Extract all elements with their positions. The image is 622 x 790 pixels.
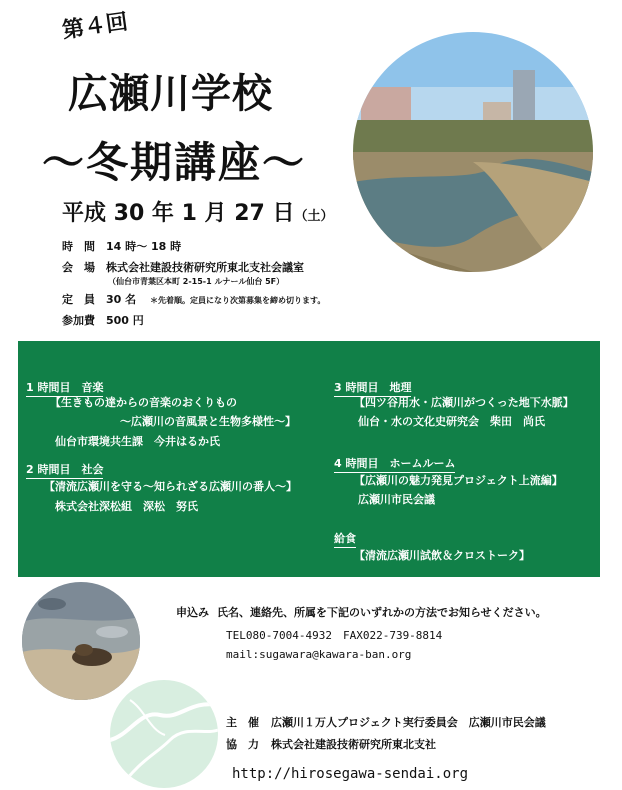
period-4-topic: 【広瀬川の魅力発見プロジェクト上流編】	[354, 474, 563, 487]
time-value: 14 時〜 18 時	[106, 240, 182, 253]
fee-value: 500 円	[106, 314, 144, 327]
time-label: 時 間	[62, 240, 95, 253]
mail-address: mail:sugawara@kawara-ban.org	[226, 648, 412, 661]
lunch	[334, 527, 356, 548]
venue-value: 株式会社建設技術研究所東北支社会議室	[106, 261, 304, 274]
host-row	[226, 714, 546, 730]
period-1-topic-2: 〜広瀬川の音風景と生物多様性〜】	[120, 415, 296, 428]
program-box	[18, 341, 600, 577]
period-4	[334, 452, 455, 473]
coop-label: 協 力	[226, 738, 259, 751]
fee-row	[62, 312, 144, 328]
lunch-topic: 【清流広瀬川試飲＆クロストーク】	[354, 549, 530, 562]
time-row	[62, 238, 181, 254]
period-1-topic-1: 【生きもの達からの音楽のおくりもの	[50, 396, 237, 409]
venue-row	[62, 259, 304, 275]
coop-row	[226, 736, 436, 752]
period-2-topic: 【清流広瀬川を守る〜知られざる広瀬川の番人〜】	[44, 480, 297, 493]
lunch-title: 給食	[334, 530, 356, 548]
apply-text: 氏名、連絡先、所属を下記のいずれかの方法でお知らせください。	[217, 606, 547, 619]
main-title: 広瀬川学校	[68, 71, 273, 117]
capacity-value: 30 名	[106, 293, 137, 306]
capacity-note: ＊先着順。定員になり次第募集を締め切ります。	[149, 296, 326, 305]
host-label: 主 催	[226, 716, 259, 729]
venue-address: （仙台市青葉区本町 2-15-1 ルナール仙台 5F）	[108, 277, 285, 286]
weekday: （土）	[294, 209, 334, 224]
capacity-label: 定 員	[62, 293, 95, 306]
period-2	[26, 458, 103, 479]
tel-fax: TEL080-7004-4932 FAX022-739-8814	[226, 629, 443, 642]
apply-label: 申込み	[176, 606, 209, 619]
period-1-speaker: 仙台市環境共生課 今井はるか氏	[55, 435, 220, 448]
apply-row	[176, 604, 547, 620]
coop-text: 株式会社建設技術研究所東北支社	[271, 738, 436, 751]
frog-photo	[22, 582, 140, 700]
capacity-row	[62, 291, 325, 307]
map-image	[110, 680, 218, 788]
website-link[interactable]: http://hirosegawa-sendai.org	[232, 766, 469, 782]
period-1-title: 1 時間目 音楽	[26, 379, 103, 397]
host-text: 広瀬川１万人プロジェクト実行委員会 広瀬川市民会議	[271, 716, 546, 729]
venue-label: 会 場	[62, 261, 95, 274]
period-2-title: 2 時間目 社会	[26, 461, 103, 479]
event-date	[62, 196, 334, 227]
period-2-speaker: 株式会社深松組 深松 努氏	[55, 500, 198, 513]
period-4-speaker: 広瀬川市民会議	[358, 493, 435, 506]
fee-label: 参加費	[62, 314, 95, 327]
period-3-speaker: 仙台・水の文化史研究会 柴田 尚氏	[358, 415, 545, 428]
period-3-topic: 【四ツ谷用水・広瀬川がつくった地下水脈】	[354, 396, 574, 409]
episode-label: 第４回	[60, 9, 130, 44]
period-4-title: 4 時間目 ホームルーム	[334, 455, 455, 473]
period-3-title: 3 時間目 地理	[334, 379, 411, 397]
river-photo	[353, 32, 593, 272]
date-text: 平成 30 年 1 月 27 日	[62, 201, 295, 226]
subtitle: 〜冬期講座〜	[42, 138, 307, 187]
